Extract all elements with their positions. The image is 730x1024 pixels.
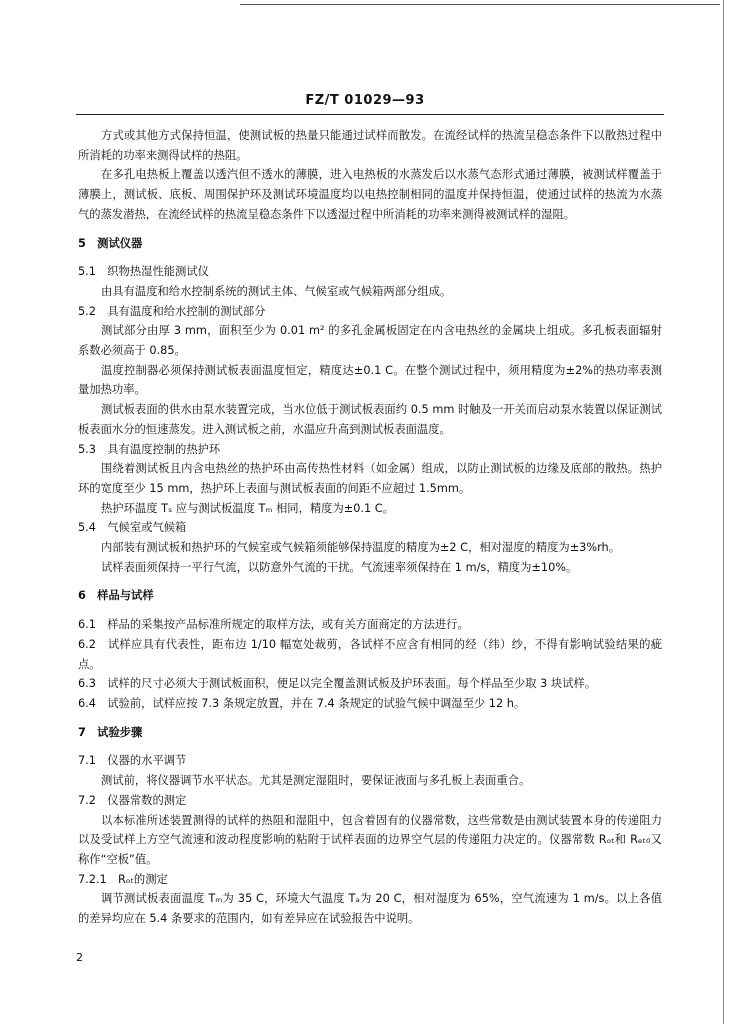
paragraph: 由具有温度和给水控制系统的测试主体、气候室或气候箱两部分组成。 xyxy=(101,284,452,298)
section-heading: 6 样品与试样 xyxy=(78,589,154,603)
subsection-heading: 7.2.1 Rₒₜ的测定 xyxy=(78,872,168,886)
paragraph: 温度控制器必须保持测试板表面温度恒定，精度达±0.1 C。在整个测试过程中，须用精度为±2%的热功率表测量加热功率。 xyxy=(78,363,662,397)
paragraph: 方式或其他方式保持恒温，使测试板的热量只能通过试样而散发。在流经试样的热流呈稳态条件下以散热过程中所消耗的功率来测得试样的热阻。 xyxy=(78,129,662,162)
paragraph: 测试部分由厚 3 mm，面积至少为 0.01 m² 的多孔金属板固定在内含电热丝的金属块上组成。多孔板表面辐射系数必须高于 0.85。 xyxy=(78,324,662,358)
subsection-heading: 5.4 气候室或气候箱 xyxy=(78,521,187,535)
paragraph: 围绕着测试板且内含电热丝的热护环由高传热性材料（如金属）组成，以防止测试板的边缘及底部的散热。热护环的宽度至少 15 mm，热护环上表面与测试板表面的间距不应超过 1.5mm。 xyxy=(78,462,662,495)
section-heading: 5 测试仪器 xyxy=(78,236,143,250)
paragraph: 热护环温度 Tₛ 应与测试板温度 Tₘ 相同，精度为±0.1 C。 xyxy=(101,501,394,515)
paragraph: 测试板表面的供水由泵水装置完成，当水位低于测试板表面约 0.5 mm 时触及一开关而启动泵水装置以保证测试板表面水分的恒速蒸发。进入测试板之前，水温应升高到测试板表面温度。 xyxy=(78,403,662,436)
paragraph: 内部装有测试板和热护环的气候室或气候箱须能够保持温度的精度为±2 C，相对湿度的精度为±3%rh。 xyxy=(101,541,621,555)
numbered-clause: 6.1 样品的采集按产品标准所规定的取样方法，或有关方面商定的方法进行。 xyxy=(78,618,469,632)
scan-edge-top xyxy=(240,4,720,5)
subsection-heading: 5.1 织物热湿性能测试仪 xyxy=(78,265,209,279)
page-content xyxy=(78,126,662,929)
paragraph: 测试前，将仪器调节水平状态。尤其是测定湿阻时，要保证液面与多孔板上表面重合。 xyxy=(101,774,531,788)
subsection-heading: 5.2 具有温度和给水控制的测试部分 xyxy=(78,304,266,318)
numbered-clause: 6.3 试样的尺寸必须大于测试板面积，便足以完全覆盖测试板及护环表面。每个样品至少取 3 块试样。 xyxy=(78,677,597,691)
scan-edge-right xyxy=(723,0,724,1024)
page-number: 2 xyxy=(76,951,83,964)
header-rule xyxy=(76,114,664,115)
paragraph: 以本标准所述装置测得的试样的热阻和湿阻中，包含着固有的仪器常数，这些常数是由测试装置本身的传递阻力以及受试样上方空气流速和波动程度影响的粘附于试样表面的边界空气层的传递阻力决定的。仪器常数 Rₒₜ和 Rₑₜ₀又称作“空板”值。 xyxy=(78,813,662,866)
subsection-heading: 7.2 仪器常数的测定 xyxy=(78,793,187,807)
subsection-heading: 5.3 具有温度控制的热护环 xyxy=(78,442,221,456)
subsection-heading: 7.1 仪器的水平调节 xyxy=(78,754,187,768)
page-header: FZ/T 01029—93 xyxy=(305,93,425,108)
paragraph: 试样表面须保持一平行气流，以防意外气流的干扰。气流速率须保持在 1 m/s，精度为±10%。 xyxy=(101,560,578,574)
paragraph: 在多孔电热板上覆盖以透汽但不透水的薄膜，进入电热板的水蒸发后以水蒸气态形式通过薄膜，被测试样覆盖于薄膜上，测试板、底板、周围保护环及测试环境温度均以电热控制相同的温度并保持恒温，使通过试样的热流为水蒸气的蒸发潜热，在流经试样的热流呈稳态条件下以透湿过程中所消耗的功率来测得被测试样的湿阻。 xyxy=(78,168,662,221)
section-heading: 7 试验步骤 xyxy=(78,725,143,739)
numbered-clause: 6.4 试验前，试样应按 7.3 条规定放置，并在 7.4 条规定的试验气候中调湿至少 12 h。 xyxy=(78,696,526,710)
paragraph: 调节测试板表面温度 Tₘ为 35 C，环境大气温度 Tₐ为 20 C，相对湿度为 65%，空气流速为 1 m/s。以上各值的差异均应在 5.4 条要求的范围内，如有差异应在试验报告中说明。 xyxy=(78,892,662,926)
numbered-clause: 6.2 试样应具有代表性，距布边 1/10 幅宽处裁剪，各试样不应含有相同的经（纬）纱，不得有影响试验结果的疵点。 xyxy=(78,637,662,671)
